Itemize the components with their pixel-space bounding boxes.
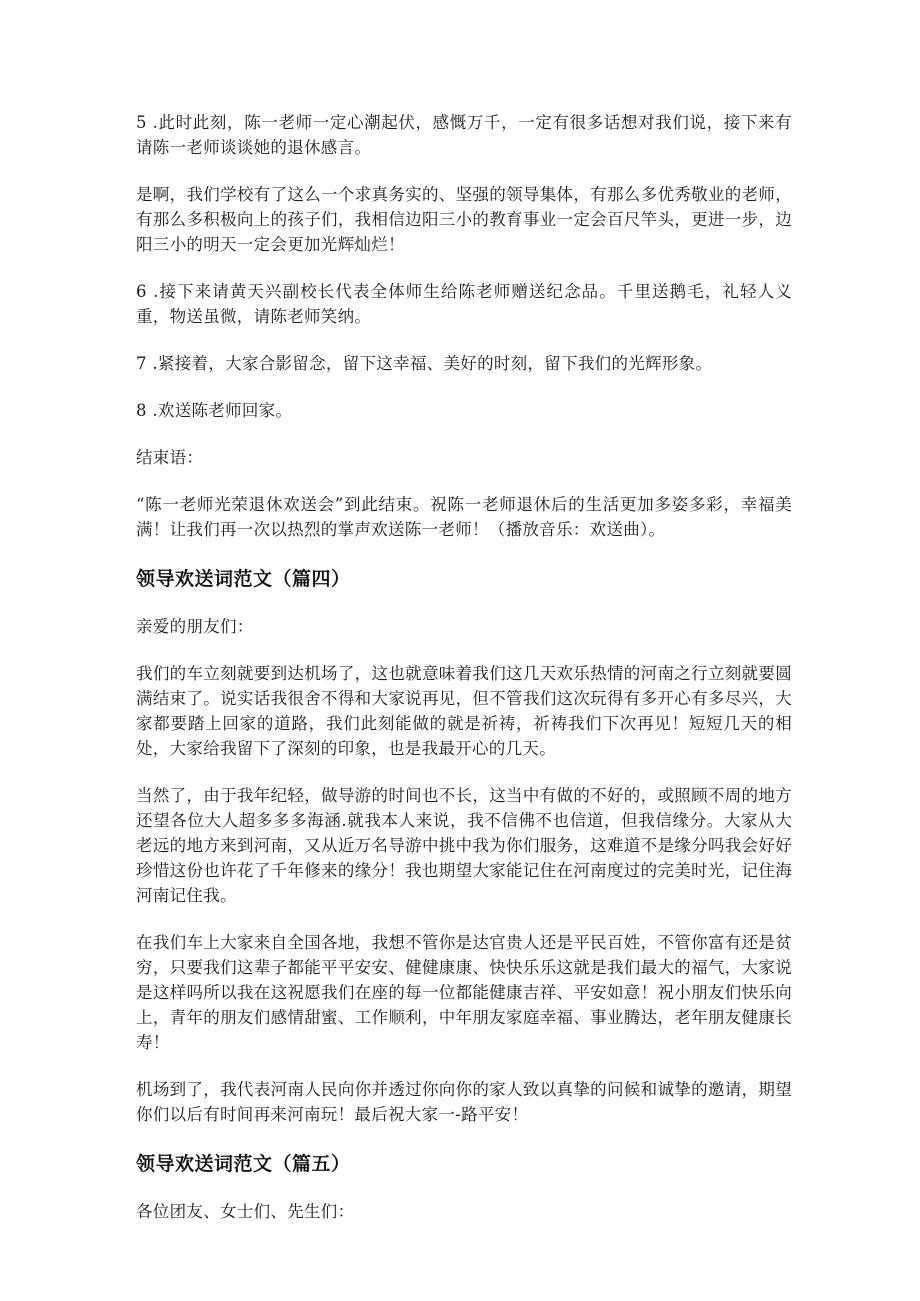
paragraph-airport-arrival: 我们的车立刻就要到达机场了，这也就意味着我们这几天欢乐热情的河南之行立刻就要圆满结束了。说实话我很舍不得和大家说再见，但不管我们这次玩得有多开心有多尽兴，大家都要踏上回家的道路，我们此刻能做的就是祈祷，祈祷我们下次再见！短短几天的相处，大家给我留下了深刻的印象，也是我最开心的几天。: [136, 664, 792, 758]
paragraph-farewell: 机场到了，我代表河南人民向你并透过你向你的家人致以真挚的问候和诚挚的邀请，期望你们以后有时间再来河南玩！最后祝大家一-路平安！: [136, 1080, 792, 1124]
section-heading-4: 领导欢送词范文（篇四）: [136, 568, 351, 590]
section-heading-5: 领导欢送词范文（篇五）: [136, 1153, 351, 1175]
paragraph-item-6: 6 .接下来请黄天兴副校长代表全体师生给陈老师赠送纪念品。千里送鹅毛，礼轻人义重，物送虽微，请陈老师笑纳。: [136, 282, 792, 326]
paragraph-wishes: 在我们车上大家来自全国各地，我想不管你是达官贵人还是平民百姓，不管你富有还是贫穷，只要我们这辈子都能平平安安、健健康康、快快乐乐这就是我们最大的福气，大家说是这样吗所以我在这祝愿我们在座的每一位都能健康吉祥、平安如意！祝小朋友们快乐向上，青年的朋友们感情甜蜜、工作顺利，中年朋友家庭幸福、事业腾达，老年朋友健康长寿！: [136, 933, 792, 1052]
paragraph-item-5: 5 .此时此刻，陈一老师一定心潮起伏，感慨万千，一定有很多话想对我们说，接下来有请陈一老师谈谈她的退休感言。: [136, 113, 792, 157]
paragraph-item-7: 7 .紧接着，大家合影留念，留下这幸福、美好的时刻，留下我们的光辉形象。: [136, 354, 713, 373]
paragraph-fate: 当然了，由于我年纪轻，做导游的时间也不长，这当中有做的不好的，或照顾不周的地方还望各位大人超多多多海涵.就我本人来说，我不信佛不也信道，但我信缘分。大家从大老远的地方来到河南，又从近万名导游中挑中我为你们服务，这难道不是缘分吗我会好好珍惜这份也许花了千年修来的缘分！我也期望大家能记住在河南度过的完美时光，记住海河南记住我。: [136, 786, 792, 905]
paragraph-item-8: 8 .欢送陈老师回家。: [136, 401, 293, 420]
paragraph-greeting-5: 各位团友、女士们、先生们：: [136, 1202, 355, 1221]
paragraph-closing-label: 结束语：: [136, 448, 204, 467]
paragraph-leadership: 是啊，我们学校有了这么一个求真务实的、坚强的领导集体，有那么多优秀敬业的老师，有那么多积极向上的孩子们，我相信边阳三小的教育事业一定会百尺竿头，更进一步，边阳三小的明天一定会更加光辉灿烂！: [136, 185, 792, 254]
paragraph-greeting-4: 亲爱的朋友们：: [136, 617, 254, 636]
paragraph-closing-text: “陈一老师光荣退休欢送会”到此结束。祝陈一老师退休后的生活更加多姿多彩，幸福美满！让我们再一次以热烈的掌声欢送陈一老师！（播放音乐：欢送曲）。: [136, 495, 792, 539]
